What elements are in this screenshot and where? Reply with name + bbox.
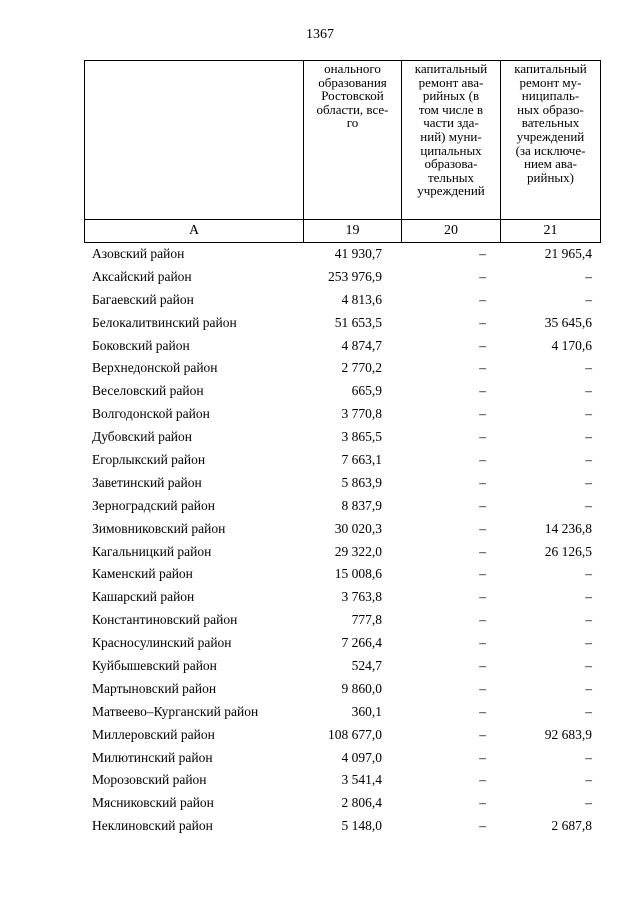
table-row <box>84 566 600 589</box>
value-col21: – <box>585 406 592 422</box>
table-row <box>84 795 600 818</box>
district-name: Миллеровский район <box>92 726 215 742</box>
table-row <box>84 406 600 429</box>
table-header <box>84 60 601 243</box>
district-name: Мартыновский район <box>92 680 217 696</box>
value-col20: – <box>479 566 486 582</box>
district-name: Красносулинский район <box>92 635 232 651</box>
value-col19: 3 541,4 <box>341 772 382 788</box>
header-text-line: онального <box>324 61 381 76</box>
column-number-row <box>85 220 601 243</box>
table-row <box>84 292 600 315</box>
value-col19: 2 770,2 <box>341 360 382 376</box>
header-text-line: рийных) <box>527 169 574 185</box>
value-col19: 777,8 <box>351 612 382 628</box>
value-col20: – <box>479 726 486 742</box>
value-col19: 4 097,0 <box>341 749 382 765</box>
header-text-line: ремонт ава- <box>418 74 484 90</box>
value-col21: 26 126,5 <box>544 543 592 559</box>
value-col20: – <box>479 818 486 834</box>
table-row <box>84 704 600 727</box>
value-col19: 29 322,0 <box>334 543 382 559</box>
value-col21: – <box>585 589 592 605</box>
table-row <box>84 589 600 612</box>
table-row <box>84 452 600 475</box>
value-col19: 360,1 <box>351 703 382 719</box>
table-row <box>84 750 600 773</box>
header-text-line: учреждений <box>516 128 585 144</box>
table-row <box>84 727 600 750</box>
header-text-line: нием ава- <box>524 156 577 172</box>
value-col21: – <box>585 612 592 628</box>
value-col19: 665,9 <box>351 383 382 399</box>
header-text-line: области, все- <box>316 101 389 117</box>
header-text-line: капитальный <box>514 61 587 76</box>
value-col20: – <box>479 268 486 284</box>
district-name: Куйбышевский район <box>92 658 217 674</box>
value-col19: 30 020,3 <box>334 520 382 536</box>
district-name: Волгодонской район <box>92 406 210 422</box>
value-col20: – <box>479 772 486 788</box>
value-col19: 3 763,8 <box>341 589 382 605</box>
district-name: Мясниковский район <box>92 795 214 811</box>
header-cell-col19 <box>304 61 402 220</box>
district-name: Каменский район <box>92 566 193 582</box>
value-col20: – <box>479 337 486 353</box>
header-text-line: ных образо- <box>517 101 584 117</box>
header-text-line: ниципаль- <box>521 88 580 104</box>
value-col20: – <box>479 612 486 628</box>
value-col19: 253 976,9 <box>328 268 382 284</box>
table-row <box>84 475 600 498</box>
header-text-line: части зда- <box>423 115 479 131</box>
district-name: Кагальницкий район <box>92 543 212 559</box>
page-number: 1367 <box>306 27 334 42</box>
district-name: Неклиновский район <box>92 818 213 834</box>
value-col21: 35 645,6 <box>544 314 592 330</box>
table-row <box>84 338 600 361</box>
value-col19: 41 930,7 <box>334 246 382 261</box>
district-name: Кашарский район <box>92 589 195 605</box>
value-col20: – <box>479 429 486 445</box>
value-col21: – <box>585 383 592 399</box>
value-col20: – <box>479 452 486 468</box>
district-name: Азовский район <box>92 246 185 261</box>
value-col21: 14 236,8 <box>544 520 592 536</box>
table-row <box>84 360 600 383</box>
district-name: Заветинский район <box>92 474 202 490</box>
value-col19: 7 266,4 <box>341 635 382 651</box>
value-col21: – <box>585 749 592 765</box>
value-col20: – <box>479 520 486 536</box>
district-name: Веселовский район <box>92 383 204 399</box>
header-text-line: ний) муни- <box>420 128 482 144</box>
table-row <box>84 383 600 406</box>
table-row <box>84 521 600 544</box>
value-col20: – <box>479 635 486 651</box>
district-name: Милютинский район <box>92 749 213 765</box>
value-col19: 3 865,5 <box>341 429 382 445</box>
value-col20: – <box>479 314 486 330</box>
value-col20: – <box>479 795 486 811</box>
value-col20: – <box>479 474 486 490</box>
header-cell-name <box>85 61 304 220</box>
table-row <box>84 635 600 658</box>
value-col21: – <box>585 566 592 582</box>
value-col20: – <box>479 497 486 513</box>
value-col19: 2 806,4 <box>341 795 382 811</box>
value-col21: – <box>585 291 592 307</box>
value-col19: 4 874,7 <box>341 337 382 353</box>
value-col20: – <box>479 246 486 261</box>
table-row <box>84 246 600 269</box>
value-col21: – <box>585 360 592 376</box>
value-col21: – <box>585 772 592 788</box>
table-row <box>84 772 600 795</box>
value-col21: – <box>585 497 592 513</box>
district-name: Морозовский район <box>92 772 207 788</box>
district-name: Верхнедонской район <box>92 360 218 376</box>
value-col19: 5 148,0 <box>341 818 382 834</box>
value-col19: 524,7 <box>351 658 382 674</box>
district-name: Зимовниковский район <box>92 520 226 536</box>
value-col21: 4 170,6 <box>551 337 592 353</box>
value-col21: – <box>585 795 592 811</box>
value-col20: – <box>479 360 486 376</box>
value-col21: – <box>585 635 592 651</box>
value-col21: 2 687,8 <box>551 818 592 834</box>
value-col20: – <box>479 680 486 696</box>
header-text-line: учреждений <box>417 183 485 199</box>
table-body <box>84 246 600 841</box>
value-col20: – <box>479 589 486 605</box>
column-number-a: А <box>85 220 304 243</box>
value-col20: – <box>479 383 486 399</box>
header-cell-col21 <box>501 61 601 220</box>
value-col21: – <box>585 268 592 284</box>
value-col19: 3 770,8 <box>341 406 382 422</box>
district-name: Константиновский район <box>92 612 238 628</box>
value-col20: – <box>479 658 486 674</box>
value-col20: – <box>479 291 486 307</box>
header-cell-col20 <box>402 61 501 220</box>
value-col19: 108 677,0 <box>328 726 382 742</box>
value-col20: – <box>479 543 486 559</box>
district-name: Багаевский район <box>92 291 194 307</box>
header-text-line: вательных <box>521 115 580 131</box>
value-col21: 21 965,4 <box>544 246 592 261</box>
table-row <box>84 818 600 841</box>
value-col20: – <box>479 703 486 719</box>
header-text-line: (за исключе- <box>515 142 586 158</box>
header-text-line: ципальных <box>420 142 482 158</box>
value-col21: 92 683,9 <box>544 726 592 742</box>
header-text-line: капитальный <box>414 61 488 76</box>
table-row <box>84 498 600 521</box>
header-text-line: тельных <box>427 169 475 185</box>
column-number-19: 19 <box>304 220 402 243</box>
value-col21: – <box>585 452 592 468</box>
value-col20: – <box>479 749 486 765</box>
table-row <box>84 315 600 338</box>
table-row <box>84 269 600 292</box>
district-name: Дубовский район <box>92 429 193 445</box>
value-col19: 51 653,5 <box>334 314 382 330</box>
value-col20: – <box>479 406 486 422</box>
header-row <box>85 61 601 220</box>
value-col21: – <box>585 658 592 674</box>
header-text-line: ремонт му- <box>519 74 582 90</box>
table-row <box>84 681 600 704</box>
header-text-line: Ростовской <box>321 88 384 104</box>
value-col21: – <box>585 474 592 490</box>
header-text-line: го <box>346 115 359 131</box>
table-row <box>84 612 600 635</box>
header-text-line: образования <box>318 74 387 90</box>
value-col21: – <box>585 680 592 696</box>
value-col21: – <box>585 429 592 445</box>
table-row <box>84 429 600 452</box>
value-col19: 8 837,9 <box>341 497 382 513</box>
header-text-line: образова- <box>424 156 478 172</box>
value-col19: 7 663,1 <box>341 452 382 468</box>
header-text-line: рийных (в <box>422 88 480 104</box>
district-name: Егорлыкский район <box>92 452 206 468</box>
column-number-20: 20 <box>402 220 501 243</box>
value-col21: – <box>585 703 592 719</box>
value-col19: 4 813,6 <box>341 291 382 307</box>
column-number-21: 21 <box>501 220 601 243</box>
district-name: Боковский район <box>92 337 190 353</box>
district-name: Белокалитвинский район <box>92 314 237 330</box>
value-col19: 15 008,6 <box>334 566 382 582</box>
district-name: Матвеево–Курганский район <box>92 703 259 719</box>
value-col19: 5 863,9 <box>341 474 382 490</box>
table-row <box>84 658 600 681</box>
table-row <box>84 544 600 567</box>
district-name: Аксайский район <box>92 268 192 284</box>
district-name: Зерноградский район <box>92 497 215 513</box>
header-text-line: том числе в <box>418 101 484 117</box>
value-col19: 9 860,0 <box>341 680 382 696</box>
